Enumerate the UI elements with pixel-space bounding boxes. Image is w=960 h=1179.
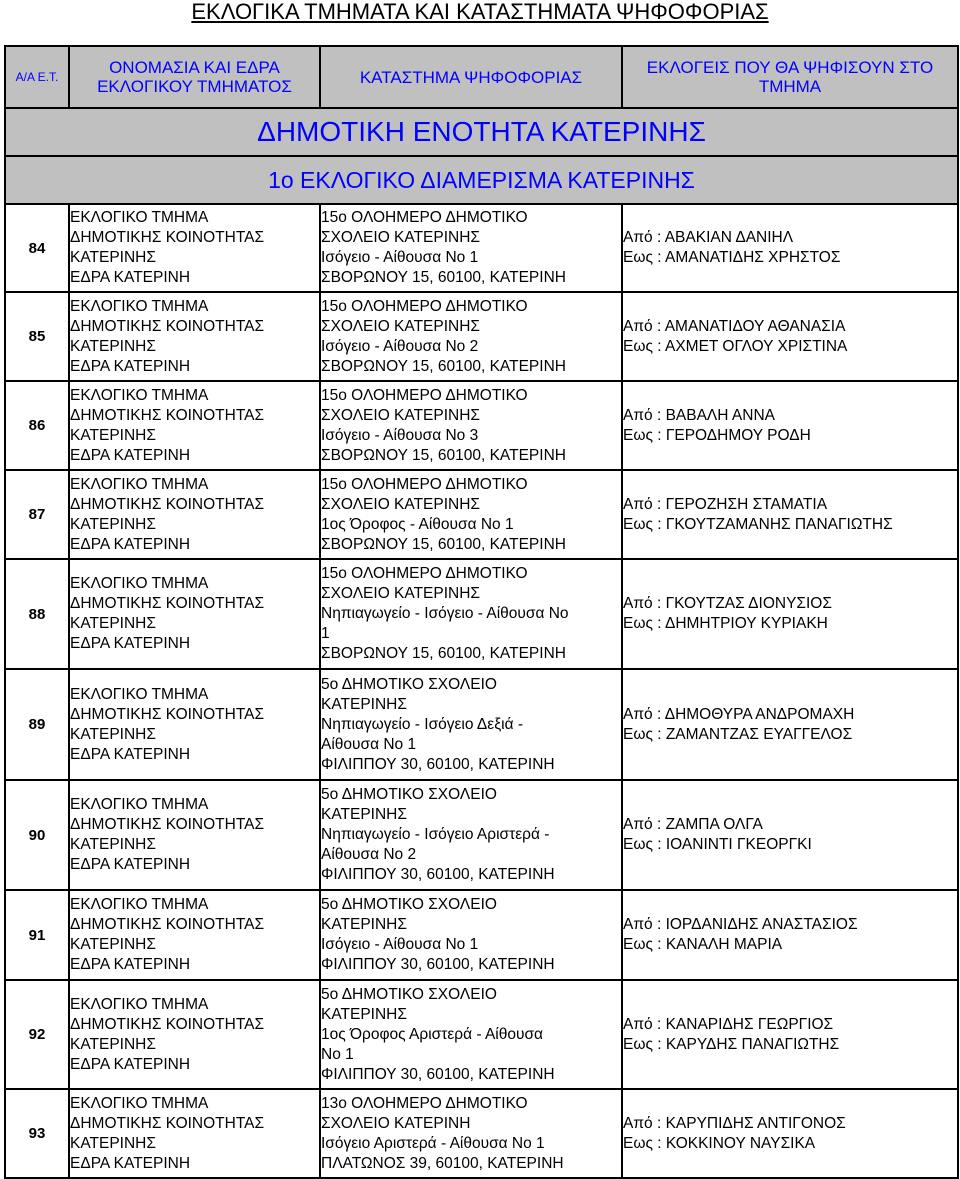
header-name: ΟΝΟΜΑΣΙΑ ΚΑΙ ΕΔΡΑ ΕΚΛΟΓΙΚΟΥ ΤΜΗΜΑΤΟΣ [69,46,320,108]
voters-range: Από : ΔΗΜΟΘΥΡΑ ΑΝΔΡΟΜΑΧΗ Εως : ΖΑΜΑΝΤΖΑΣ ΕΥΑΓΓΕΛΟΣ [622,669,958,780]
section-name: ΕΚΛΟΓΙΚΟ ΤΜΗΜΑ ΔΗΜΟΤΙΚΗΣ ΚΟΙΝΟΤΗΤΑΣ ΚΑΤΕΡΙΝΗΣ ΕΔΡΑ ΚΑΤΕΡΙΝΗ [69,1089,320,1178]
polling-station: 13ο ΟΛΟΗΜΕΡΟ ΔΗΜΟΤΙΚΟ ΣΧΟΛΕΙΟ ΚΑΤΕΡΙΝΗ Ισόγειο Αριστερά - Αίθουσα Νο 1 ΠΛΑΤΩΝΟΣ 39, 60100, ΚΑΤΕΡΙΝΗ [320,1089,622,1178]
table-row [5,292,958,381]
polling-station: 5ο ΔΗΜΟΤΙΚΟ ΣΧΟΛΕΙΟ ΚΑΤΕΡΙΝΗΣ Ισόγειο - Αίθουσα Νο 1 ΦΙΛΙΠΠΟΥ 30, 60100, ΚΑΤΕΡΙΝΗ [320,890,622,980]
row-number: 93 [5,1089,69,1178]
row-number: 91 [5,890,69,980]
electoral-division-title: 1ο ΕΚΛΟΓΙΚΟ ΔΙΑΜΕΡΙΣΜΑ ΚΑΤΕΡΙΝΗΣ [5,156,958,204]
table-row [5,559,958,669]
header-row [5,46,958,108]
section-name: ΕΚΛΟΓΙΚΟ ΤΜΗΜΑ ΔΗΜΟΤΙΚΗΣ ΚΟΙΝΟΤΗΤΑΣ ΚΑΤΕΡΙΝΗΣ ΕΔΡΑ ΚΑΤΕΡΙΝΗ [69,292,320,381]
polling-station: 15ο ΟΛΟΗΜΕΡΟ ΔΗΜΟΤΙΚΟ ΣΧΟΛΕΙΟ ΚΑΤΕΡΙΝΗΣ Ισόγειο - Αίθουσα Νο 2 ΣΒΟΡΩΝΟΥ 15, 60100, ΚΑΤΕΡΙΝΗ [320,292,622,381]
voters-range: Από : ΓΕΡΟΖΗΣΗ ΣΤΑΜΑΤΙΑ Εως : ΓΚΟΥΤΖΑΜΑΝΗΣ ΠΑΝΑΓΙΩΤΗΣ [622,470,958,559]
table-row [5,980,958,1089]
polling-station: 15ο ΟΛΟΗΜΕΡΟ ΔΗΜΟΤΙΚΟ ΣΧΟΛΕΙΟ ΚΑΤΕΡΙΝΗΣ Νηπιαγωγείο - Ισόγειο - Αίθουσα Νο 1 ΣΒΟΡΩΝΟΥ 15, 60100, ΚΑΤΕΡΙΝΗ [320,559,622,669]
division-row [5,156,958,204]
polling-stations-table [4,45,959,1179]
voters-range: Από : ΑΜΑΝΑΤΙΔΟΥ ΑΘΑΝΑΣΙΑ Εως : ΑΧΜΕΤ ΟΓΛΟΥ ΧΡΙΣΤΙΝΑ [622,292,958,381]
row-number: 85 [5,292,69,381]
voters-range: Από : ΚΑΡΥΠΙΔΗΣ ΑΝΤΙΓΟΝΟΣ Εως : ΚΟΚΚΙΝΟΥ ΝΑΥΣΙΚΑ [622,1089,958,1178]
municipal-unit-title: ΔΗΜΟΤΙΚΗ ΕΝΟΤΗΤΑ ΚΑΤΕΡΙΝΗΣ [5,108,958,156]
polling-station: 15ο ΟΛΟΗΜΕΡΟ ΔΗΜΟΤΙΚΟ ΣΧΟΛΕΙΟ ΚΑΤΕΡΙΝΗΣ 1ος Όροφος - Αίθουσα Νο 1 ΣΒΟΡΩΝΟΥ 15, 60100, ΚΑΤΕΡΙΝΗ [320,470,622,559]
section-name: ΕΚΛΟΓΙΚΟ ΤΜΗΜΑ ΔΗΜΟΤΙΚΗΣ ΚΟΙΝΟΤΗΤΑΣ ΚΑΤΕΡΙΝΗΣ ΕΔΡΑ ΚΑΤΕΡΙΝΗ [69,780,320,890]
row-number: 90 [5,780,69,890]
section-name: ΕΚΛΟΓΙΚΟ ΤΜΗΜΑ ΔΗΜΟΤΙΚΗΣ ΚΟΙΝΟΤΗΤΑΣ ΚΑΤΕΡΙΝΗΣ ΕΔΡΑ ΚΑΤΕΡΙΝΗ [69,381,320,470]
voters-range: Από : ΓΚΟΥΤΖΑΣ ΔΙΟΝΥΣΙΟΣ Εως : ΔΗΜΗΤΡΙΟΥ ΚΥΡΙΑΚΗ [622,559,958,669]
section-name: ΕΚΛΟΓΙΚΟ ΤΜΗΜΑ ΔΗΜΟΤΙΚΗΣ ΚΟΙΝΟΤΗΤΑΣ ΚΑΤΕΡΙΝΗΣ ΕΔΡΑ ΚΑΤΕΡΙΝΗ [69,470,320,559]
table-row [5,890,958,980]
voters-range: Από : ΙΟΡΔΑΝΙΔΗΣ ΑΝΑΣΤΑΣΙΟΣ Εως : ΚΑΝΑΛΗ ΜΑΡΙΑ [622,890,958,980]
section-name: ΕΚΛΟΓΙΚΟ ΤΜΗΜΑ ΔΗΜΟΤΙΚΗΣ ΚΟΙΝΟΤΗΤΑΣ ΚΑΤΕΡΙΝΗΣ ΕΔΡΑ ΚΑΤΕΡΙΝΗ [69,890,320,980]
voters-range: Από : ΖΑΜΠΑ ΟΛΓΑ Εως : ΙΟΑΝΙΝΤΙ ΓΚΕΟΡΓΚΙ [622,780,958,890]
row-number: 89 [5,669,69,780]
polling-station: 5ο ΔΗΜΟΤΙΚΟ ΣΧΟΛΕΙΟ ΚΑΤΕΡΙΝΗΣ Νηπιαγωγείο - Ισόγειο Δεξιά - Αίθουσα Νο 1 ΦΙΛΙΠΠΟΥ 30, 60100, ΚΑΤΕΡΙΝΗ [320,669,622,780]
section-name: ΕΚΛΟΓΙΚΟ ΤΜΗΜΑ ΔΗΜΟΤΙΚΗΣ ΚΟΙΝΟΤΗΤΑΣ ΚΑΤΕΡΙΝΗΣ ΕΔΡΑ ΚΑΤΕΡΙΝΗ [69,669,320,780]
page-title-text: ΕΚΛΟΓΙΚΑ ΤΜΗΜΑΤΑ ΚΑΙ ΚΑΤΑΣΤΗΜΑΤΑ ΨΗΦΟΦΟΡΙΑΣ [191,0,769,24]
polling-station: 15ο ΟΛΟΗΜΕΡΟ ΔΗΜΟΤΙΚΟ ΣΧΟΛΕΙΟ ΚΑΤΕΡΙΝΗΣ Ισόγειο - Αίθουσα Νο 1 ΣΒΟΡΩΝΟΥ 15, 60100, ΚΑΤΕΡΙΝΗ [320,204,622,292]
polling-station: 5ο ΔΗΜΟΤΙΚΟ ΣΧΟΛΕΙΟ ΚΑΤΕΡΙΝΗΣ 1ος Όροφος Αριστερά - Αίθουσα Νο 1 ΦΙΛΙΠΠΟΥ 30, 60100, ΚΑΤΕΡΙΝΗ [320,980,622,1089]
row-number: 88 [5,559,69,669]
polling-station: 15ο ΟΛΟΗΜΕΡΟ ΔΗΜΟΤΙΚΟ ΣΧΟΛΕΙΟ ΚΑΤΕΡΙΝΗΣ Ισόγειο - Αίθουσα Νο 3 ΣΒΟΡΩΝΟΥ 15, 60100, ΚΑΤΕΡΙΝΗ [320,381,622,470]
voters-range: Από : ΚΑΝΑΡΙΔΗΣ ΓΕΩΡΓΙΟΣ Εως : ΚΑΡΥΔΗΣ ΠΑΝΑΓΙΩΤΗΣ [622,980,958,1089]
voters-range: Από : ΑΒΑΚΙΑΝ ΔΑΝΙΗΛ Εως : ΑΜΑΝΑΤΙΔΗΣ ΧΡΗΣΤΟΣ [622,204,958,292]
row-number: 87 [5,470,69,559]
header-index: Α/Α Ε.Τ. [5,46,69,108]
unit-row [5,108,958,156]
section-name: ΕΚΛΟΓΙΚΟ ΤΜΗΜΑ ΔΗΜΟΤΙΚΗΣ ΚΟΙΝΟΤΗΤΑΣ ΚΑΤΕΡΙΝΗΣ ΕΔΡΑ ΚΑΤΕΡΙΝΗ [69,204,320,292]
polling-station: 5ο ΔΗΜΟΤΙΚΟ ΣΧΟΛΕΙΟ ΚΑΤΕΡΙΝΗΣ Νηπιαγωγείο - Ισόγειο Αριστερά - Αίθουσα Νο 2 ΦΙΛΙΠΠΟΥ 30, 60100, ΚΑΤΕΡΙΝΗ [320,780,622,890]
table-row [5,669,958,780]
header-voters: ΕΚΛΟΓΕΙΣ ΠΟΥ ΘΑ ΨΗΦΙΣΟΥΝ ΣΤΟ ΤΜΗΜΑ [622,46,958,108]
row-number: 92 [5,980,69,1089]
voters-range: Από : ΒΑΒΑΛΗ ΑΝΝΑ Εως : ΓΕΡΟΔΗΜΟΥ ΡΟΔΗ [622,381,958,470]
header-station: ΚΑΤΑΣΤΗΜΑ ΨΗΦΟΦΟΡΙΑΣ [320,46,622,108]
row-number: 84 [5,204,69,292]
page-title [0,0,960,40]
table-row [5,381,958,470]
table-row [5,780,958,890]
section-name: ΕΚΛΟΓΙΚΟ ΤΜΗΜΑ ΔΗΜΟΤΙΚΗΣ ΚΟΙΝΟΤΗΤΑΣ ΚΑΤΕΡΙΝΗΣ ΕΔΡΑ ΚΑΤΕΡΙΝΗ [69,980,320,1089]
section-name: ΕΚΛΟΓΙΚΟ ΤΜΗΜΑ ΔΗΜΟΤΙΚΗΣ ΚΟΙΝΟΤΗΤΑΣ ΚΑΤΕΡΙΝΗΣ ΕΔΡΑ ΚΑΤΕΡΙΝΗ [69,559,320,669]
row-number: 86 [5,381,69,470]
table-row [5,470,958,559]
table-row [5,1089,958,1178]
table-row [5,204,958,292]
